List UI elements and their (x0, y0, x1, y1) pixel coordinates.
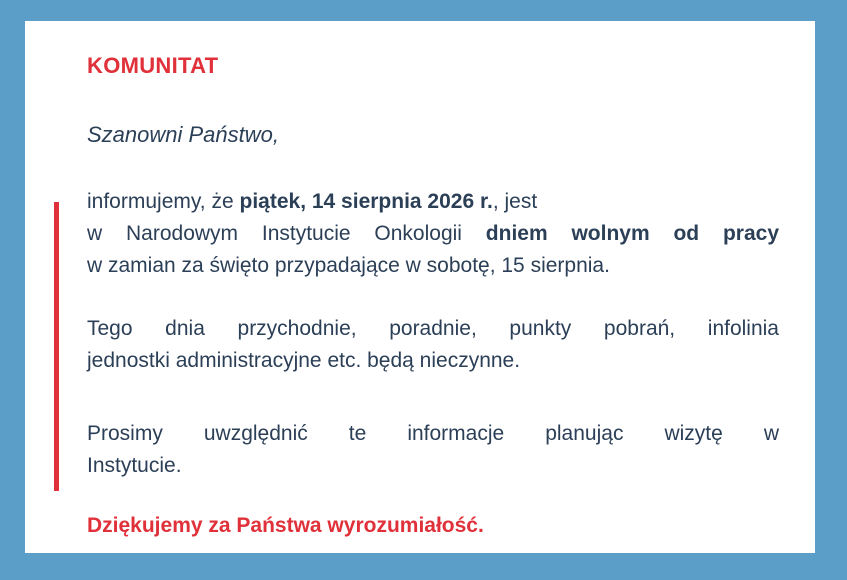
announcement-line-3: w zamian za święto przypadające w sobotę, 15 sierpnia. (87, 254, 610, 277)
text-fragment: informujemy, że (87, 190, 240, 213)
date-highlight: piątek, 14 sierpnia 2026 r. (239, 190, 493, 213)
paragraph-request (87, 418, 779, 482)
closures-line-1: Tego dnia przychodnie, poradnie, punkty pobrań, infolinia (87, 317, 779, 340)
notice-card (25, 21, 815, 553)
closures-line-2: jednostki administracyjne etc. będą nieczynne. (87, 349, 521, 372)
text-fragment: , jest (492, 190, 538, 213)
paragraph-announcement (87, 186, 779, 282)
request-line-2: Instytucie. (87, 454, 182, 477)
accent-bar (54, 202, 59, 491)
notice-title: KOMUNITAT (87, 53, 219, 78)
announcement-line-1 (87, 186, 779, 218)
paragraph-closures (87, 313, 779, 377)
thanks-note: Dziękujemy za Państwa wyrozumiałość. (87, 514, 484, 537)
request-line-1: Prosimy uwzględnić te informacje planując wizytę w (87, 422, 779, 445)
text-fragment: w Narodowym Instytucie Onkologii (87, 222, 486, 245)
greeting: Szanowni Państwo, (87, 122, 279, 147)
announcement-line-2 (87, 218, 779, 250)
day-off-highlight: dniem wolnym od pracy (485, 222, 780, 245)
